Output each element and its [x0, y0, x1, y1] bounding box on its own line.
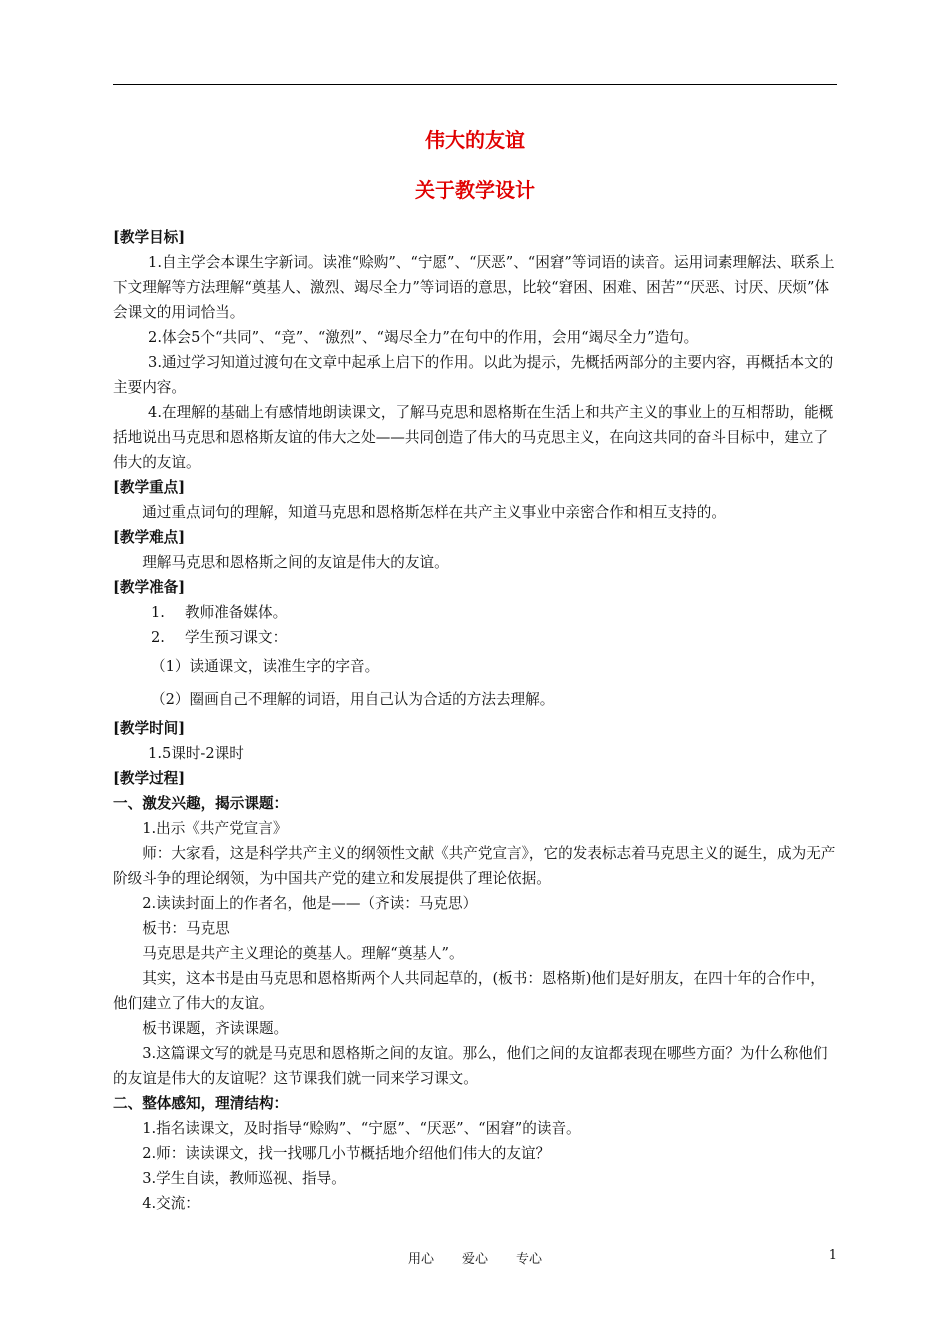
prep-item-text: 教师准备媒体。 — [185, 604, 288, 621]
process-line: 1.指名读课文，及时指导“赊购”、“宁愿”、“厌恶”、“困窘”的读音。 — [142, 1120, 581, 1137]
document-body — [113, 225, 839, 1216]
footer-word: 专心 — [516, 1252, 543, 1267]
prep-subitem: （2）圈画自己不理解的词语，用自己认为合适的方法去理解。 — [151, 691, 555, 708]
section-heading-key: [教学重点] — [113, 479, 186, 496]
section-heading-goals: [教学目标] — [113, 229, 186, 246]
footer-motto — [113, 1248, 837, 1267]
goal-item: 2.体会5个“共同”、“竞”、“激烈”、“竭尽全力”在句中的作用，会用“竭尽全力”造句。 — [148, 329, 699, 346]
process-line: 2.师：读读课文，找一找哪几小节概括地介绍他们伟大的友谊？ — [142, 1145, 551, 1162]
process-line: 其实，这本书是由马克思和恩格斯两个人共同起草的，(板书：恩格斯)他们是好朋友，在四十年的合作中，他们建立了伟大的友谊。 — [113, 970, 825, 1012]
process-line: 师：大家看，这是科学共产主义的纲领性文献《共产党宣言》，它的发表标志着马克思主义的诞生，成为无产阶级斗争的理论纲领，为中国共产党的建立和发展提供了理论依据。 — [113, 845, 836, 887]
page-number: 1 — [828, 1248, 837, 1263]
section-heading-prep: [教学准备] — [113, 579, 186, 596]
section-heading-process: [教学过程] — [113, 770, 186, 787]
document-title: 伟大的友谊 — [425, 128, 525, 152]
process-part-heading: 一、激发兴趣，揭示课题： — [113, 795, 289, 812]
prep-item-text: 学生预习课文： — [185, 629, 288, 646]
header-rule — [113, 84, 837, 85]
key-text: 通过重点词句的理解，知道马克思和恩格斯怎样在共产主义事业中亲密合作和相互支持的。 — [142, 504, 726, 521]
process-line: 1.出示《共产党宣言》 — [142, 820, 288, 837]
prep-item — [113, 625, 839, 650]
process-line: 3.学生自读，教师巡视、指导。 — [142, 1170, 346, 1187]
prep-item-number: 2. — [151, 629, 165, 646]
prep-item-number: 1. — [151, 604, 165, 621]
process-line: 板书课题，齐读课题。 — [142, 1020, 289, 1037]
footer-word: 爱心 — [461, 1252, 488, 1267]
process-line: 马克思是共产主义理论的奠基人。理解“奠基人”。 — [142, 945, 464, 962]
process-part-heading: 二、整体感知，理清结构： — [113, 1095, 289, 1112]
process-line: 板书：马克思 — [142, 920, 230, 937]
prep-subitem: （1）读通课文，读准生字的字音。 — [151, 658, 380, 675]
process-line: 3.这篇课文写的就是马克思和恩格斯之间的友谊。那么，他们之间的友谊都表现在哪些方面？为什么称他们的友谊是伟大的友谊呢？这节课我们就一同来学习课文。 — [113, 1045, 828, 1087]
time-text: 1.5课时-2课时 — [148, 745, 244, 762]
process-line: 4.交流： — [142, 1195, 200, 1212]
footer-word: 用心 — [407, 1252, 434, 1267]
difficulty-text: 理解马克思和恩格斯之间的友谊是伟大的友谊。 — [142, 554, 449, 571]
prep-item — [113, 600, 839, 625]
goal-item: 3.通过学习知道过渡句在文章中起承上启下的作用。以此为提示，先概括两部分的主要内容，再概括本文的主要内容。 — [113, 354, 834, 396]
goal-item: 1.自主学会本课生字新词。读准“赊购”、“宁愿”、“厌恶”、“困窘”等词语的读音。运用词素理解法、联系上下文理解等方法理解“奠基人、激烈、竭尽全力”等词语的意思，比较“窘困、困难、困苦”“厌恶、讨厌、厌烦”体会课文的用词恰当。 — [113, 254, 835, 321]
section-heading-difficulty: [教学难点] — [113, 529, 186, 546]
section-heading-time: [教学时间] — [113, 720, 186, 737]
document-subtitle: 关于教学设计 — [415, 178, 535, 202]
process-line: 2.读读封面上的作者名，他是——（齐读：马克思） — [142, 895, 478, 912]
goal-item: 4.在理解的基础上有感情地朗读课文，了解马克思和恩格斯在生活上和共产主义的事业上的互相帮助，能概括地说出马克思和恩格斯友谊的伟大之处——共同创造了伟大的马克思主义，在向这共同的奋斗目标中，建立了伟大的友谊。 — [113, 404, 834, 471]
